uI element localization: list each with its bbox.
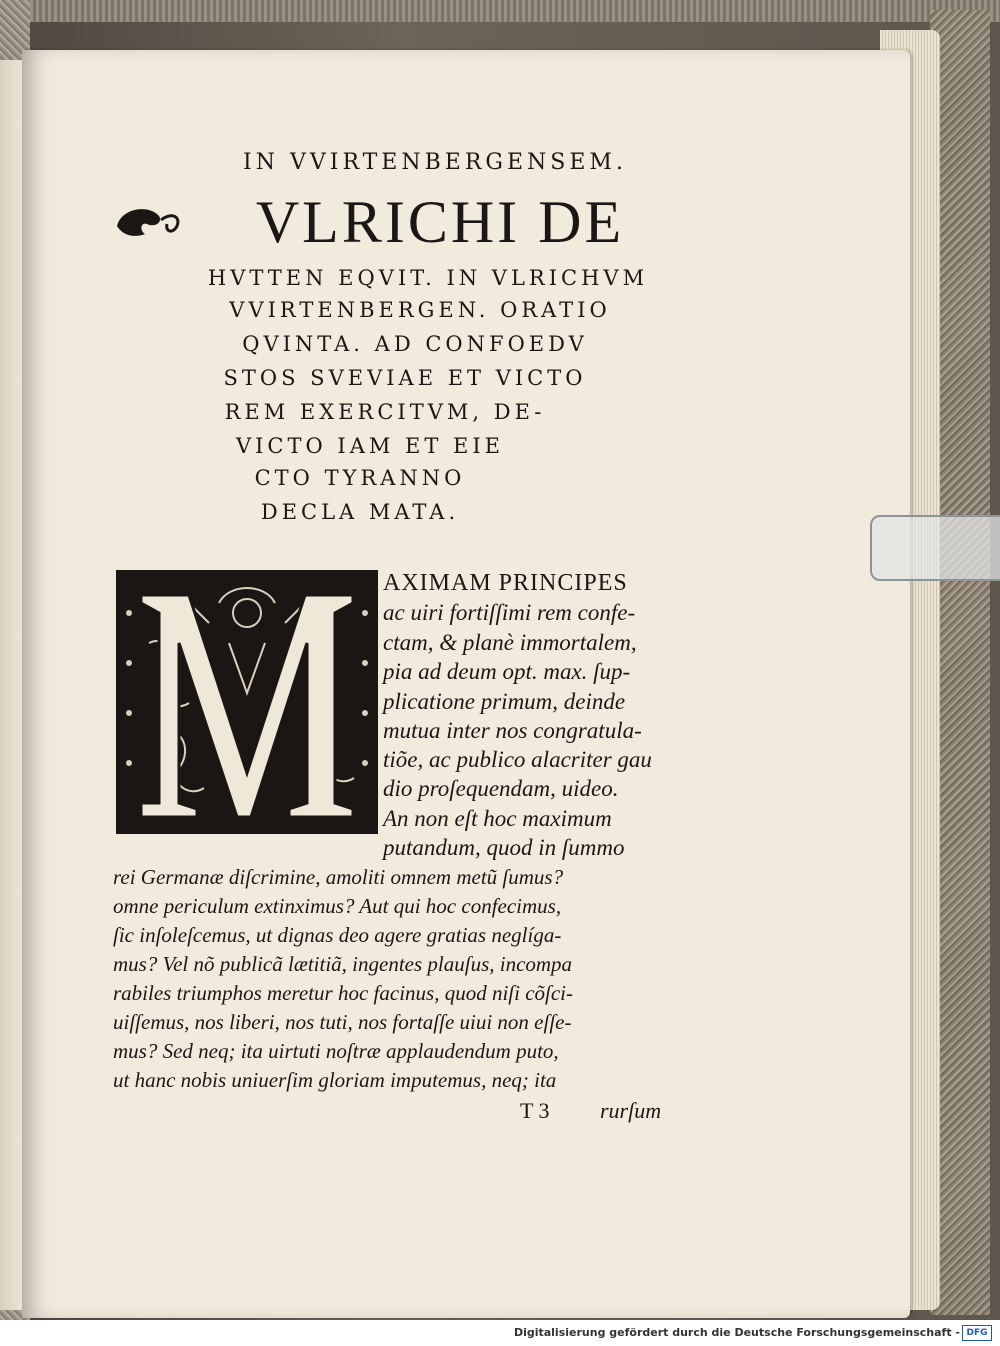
book-cover-top [0, 0, 1000, 22]
footer-credit: Digitalisierung gefördert durch die Deutsche Forschungsgemeinschaft - [513, 1326, 960, 1339]
dfg-logo: DFG [962, 1325, 992, 1341]
body-line: mus? Vel nõ publicã lætitiã, ingentes plauſus, incompa [113, 952, 573, 976]
title-line-9: CTO TYRANNO [254, 466, 466, 490]
body-line: omne periculum extinximus? Aut qui hoc confecimus, [113, 894, 562, 918]
title-line-1: IN VVIRTENBERGENSEM. [243, 150, 627, 175]
body-line: ſic inſoleſcemus, ut dignas deo agere gratias neglíga- [113, 923, 562, 947]
title-line-2: VLRICHI DE [255, 189, 625, 255]
body-line: rei Germanæ diſcrimine, amoliti omnem metũ ſumus? [113, 865, 564, 889]
title-line-5: QVINTA. AD CONFOEDV [242, 332, 588, 356]
title-line-6: STOS SVEVIAE ET VICTO [223, 366, 587, 390]
title-line-10: DECLA MATA. [260, 500, 460, 524]
title-line-3: HVTTEN EQVIT. IN VLRICHVM [207, 266, 649, 290]
page-clip [870, 515, 1000, 581]
title-line-7: REM EXERCITVM, DE- [224, 400, 546, 424]
body-line: ac uiri fortiſſimi rem confe- [383, 600, 636, 625]
body-line: putandum, quod in ſummo [383, 835, 625, 860]
body-line: dio proſequendam, uideo. [383, 776, 619, 801]
body-line: mutua inter nos congratula- [383, 718, 642, 743]
body-line: pia ad deum opt. max. ſup- [383, 659, 631, 684]
body-line: rabiles triumphos meretur hoc facinus, quod niſi cõſci- [113, 981, 574, 1005]
catchword: rurſum [600, 1098, 662, 1123]
decorated-initial-m [116, 570, 378, 834]
body-line: AXIMAM PRINCIPES [383, 570, 628, 596]
body-line: uiſſemus, nos liberi, nos tuti, nos fortaſſe uiui non eſſe- [113, 1010, 572, 1034]
signature-mark: T 3 [520, 1098, 550, 1123]
body-line: ut hanc nobis uniuerſim gloriam imputemus, neq; ita [113, 1068, 557, 1092]
body-line: An non eſt hoc maximum [383, 806, 612, 831]
body-line: mus? Sed neq; ita uirtuti noſtræ applaudendum puto, [113, 1039, 559, 1063]
body-line: ctam, & planè immortalem, [383, 630, 637, 655]
title-line-4: VVIRTENBERGEN. ORATIO [229, 298, 611, 322]
body-line: plicatione primum, deinde [383, 689, 626, 714]
title-line-8: VICTO IAM ET EIE [235, 434, 505, 458]
body-line: tiõe, ac publico alacriter gau [383, 747, 652, 772]
initial-m-woodcut-icon [119, 573, 375, 831]
footer-bar [0, 1320, 1000, 1346]
